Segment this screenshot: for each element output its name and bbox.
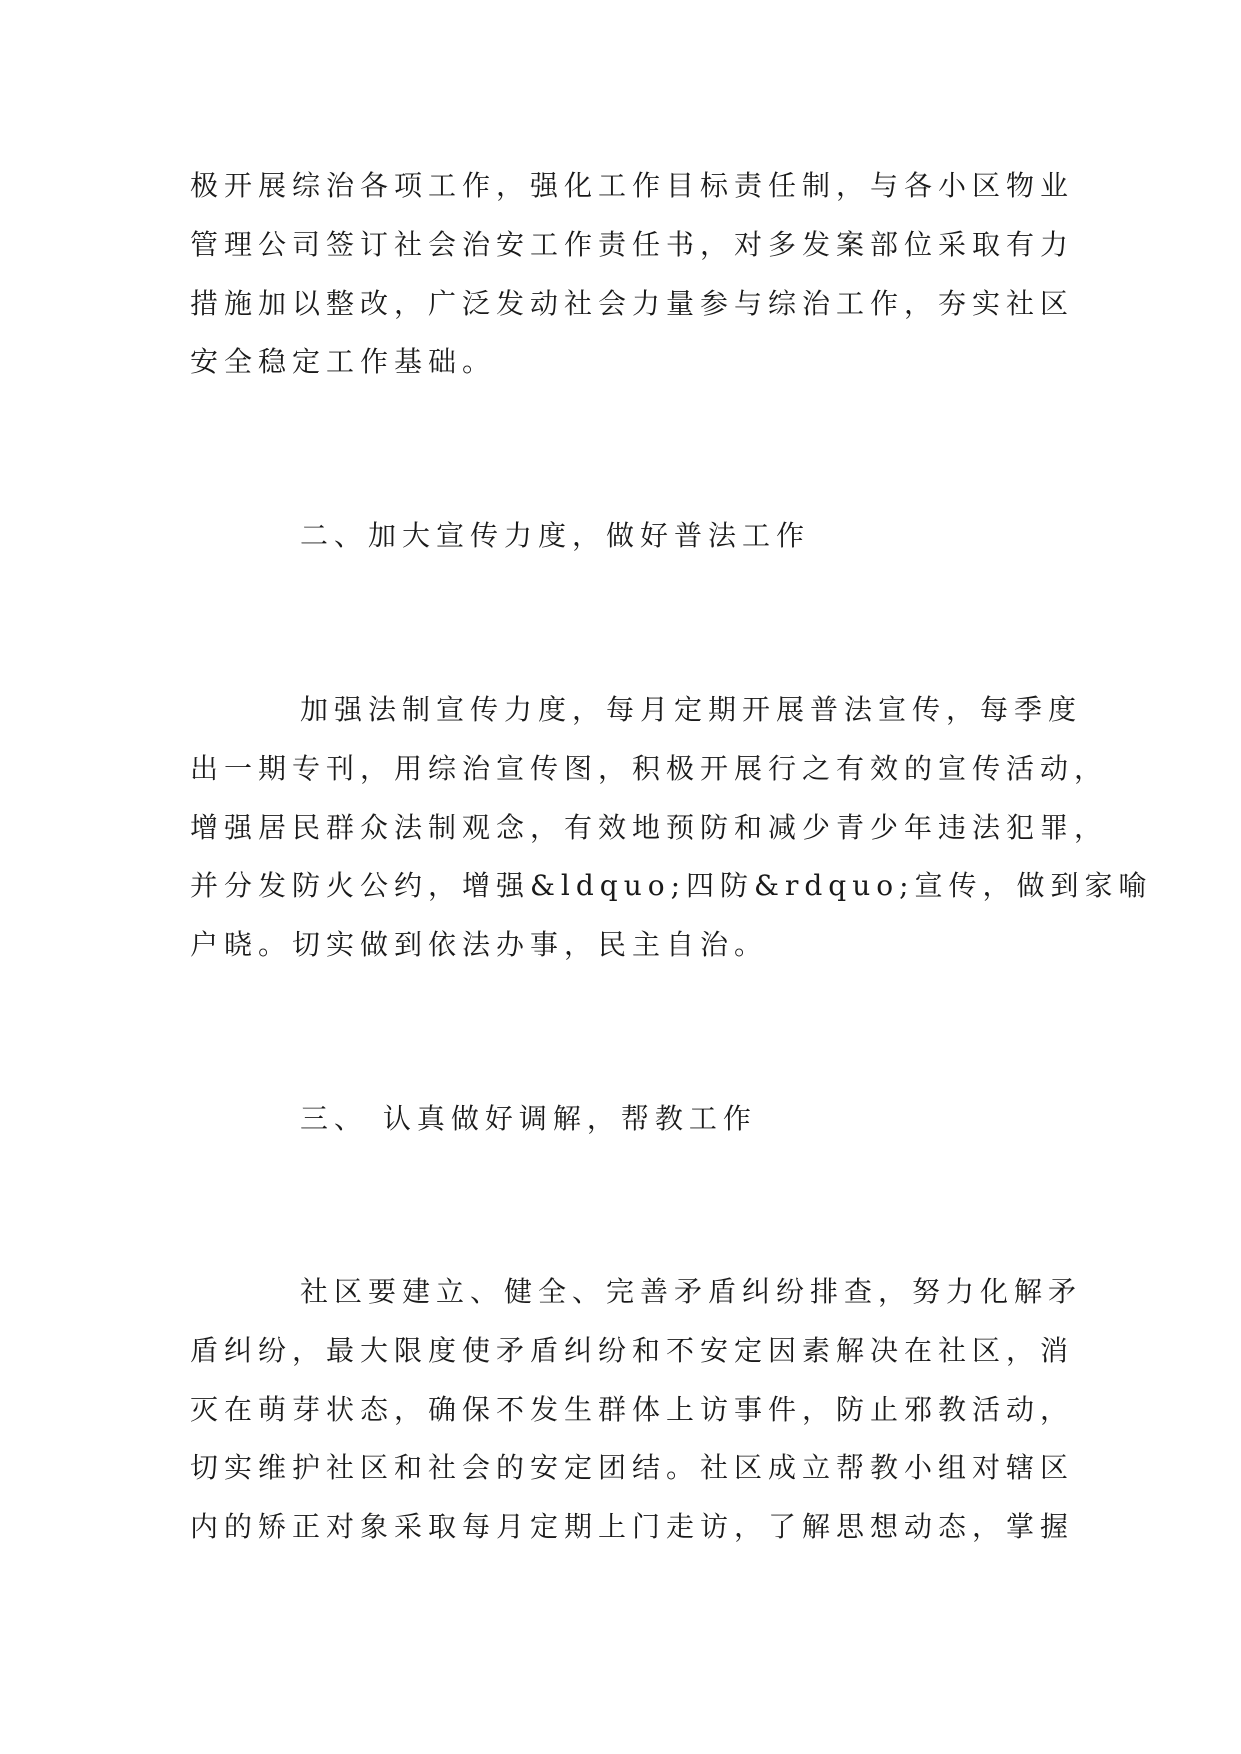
- paragraph-3-line-1: 社区要建立、健全、完善矛盾纠纷排查，努力化解矛: [300, 1275, 1083, 1308]
- paragraph-1-line-2: 管理公司签订社会治安工作责任书，对多发案部位采取有力: [190, 228, 1075, 261]
- section-heading-3: 三、 认真做好调解，帮教工作: [300, 1102, 757, 1135]
- paragraph-2-line-1: 加强法制宣传力度，每月定期开展普法宣传，每季度: [300, 693, 1083, 726]
- paragraph-3-line-2: 盾纠纷，最大限度使矛盾纠纷和不安定因素解决在社区，消: [190, 1334, 1075, 1367]
- paragraph-2-line-3: 增强居民群众法制观念，有效地预防和减少青少年违法犯罪，: [190, 811, 1109, 844]
- paragraph-2-line-2: 出一期专刊，用综治宣传图，积极开展行之有效的宣传活动，: [190, 752, 1109, 785]
- paragraph-2-line-5: 户晓。切实做到依法办事，民主自治。: [190, 928, 769, 961]
- paragraph-2-line-4: 并分发防火公约，增强&ldquo;四防&rdquo;宣传，做到家喻: [190, 869, 1153, 902]
- paragraph-3-line-4: 切实维护社区和社会的安定团结。社区成立帮教小组对辖区: [190, 1451, 1075, 1484]
- paragraph-3-line-3: 灭在萌芽状态，确保不发生群体上访事件，防止邪教活动，: [190, 1393, 1075, 1426]
- section-heading-2: 二、加大宣传力度，做好普法工作: [300, 519, 811, 552]
- paragraph-3-line-5: 内的矫正对象采取每月定期上门走访，了解思想动态，掌握: [190, 1510, 1075, 1543]
- paragraph-1-line-4: 安全稳定工作基础。: [190, 345, 497, 378]
- paragraph-1-line-1: 极开展综治各项工作，强化工作目标责任制，与各小区物业: [190, 169, 1075, 202]
- paragraph-1-line-3: 措施加以整改，广泛发动社会力量参与综治工作，夯实社区: [190, 287, 1075, 320]
